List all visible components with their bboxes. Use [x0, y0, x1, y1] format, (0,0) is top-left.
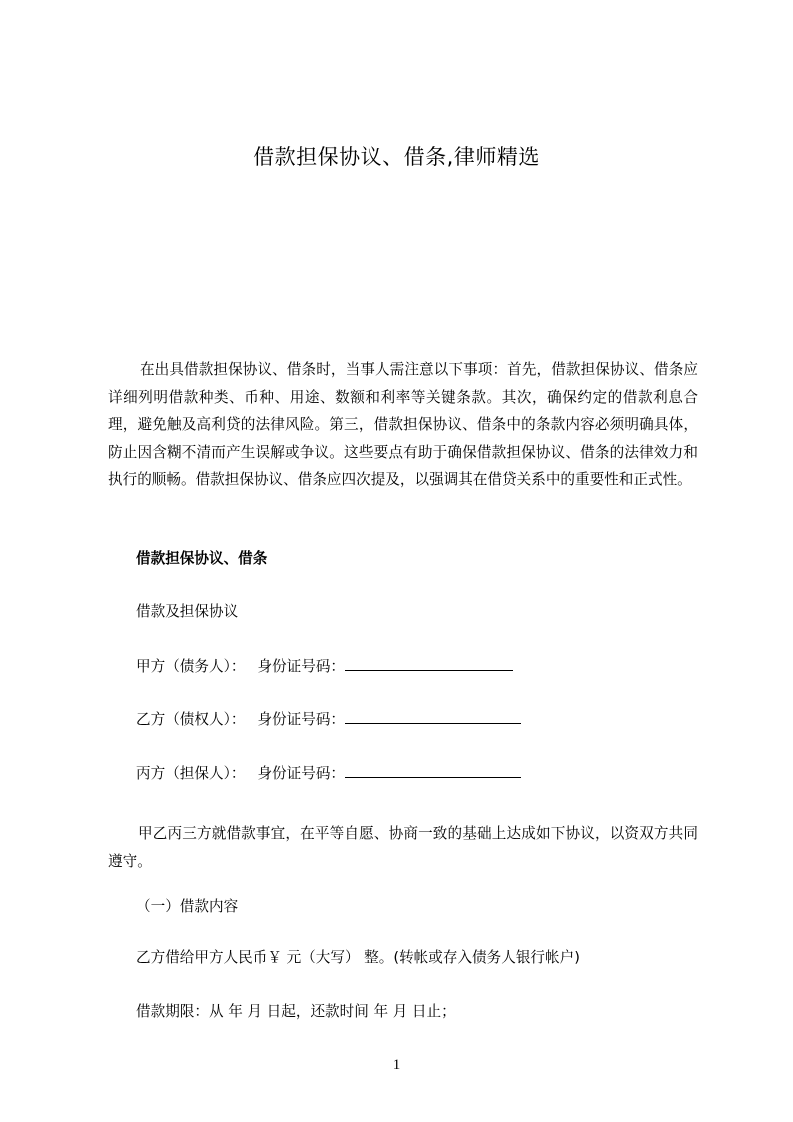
loan-amount-line: 乙方借给甲方人民币￥ 元（大写） 整。(转帐或存入债务人银行帐户) — [136, 949, 580, 966]
party-c-line — [136, 762, 521, 785]
party-c-id-label: 身份证号码： — [257, 765, 346, 782]
party-b-id-blank[interactable] — [345, 708, 521, 724]
loan-term-line: 借款期限：从 年 月 日起，还款时间 年 月 日止； — [136, 1003, 456, 1020]
party-b-line — [136, 708, 521, 731]
party-a-id-blank[interactable] — [345, 655, 513, 671]
party-b-id-label: 身份证号码： — [257, 711, 346, 728]
page-number: 1 — [392, 1057, 401, 1073]
agreement-title: 借款及担保协议 — [136, 603, 239, 620]
intro-paragraph: 在出具借款担保协议、借条时，当事人需注意以下事项：首先，借款担保协议、借条应详细列明借款种类、币种、用途、数额和利率等关键条款。其次，确保约定的借款利息合理，避免触及高利贷的法律风险。第三，借款担保协议、借条中的条款内容必须明确具体，防止因含糊不清而产生误解或争议。这些要点有助于确保借款担保协议、借条的法律效力和执行的顺畅。借款担保协议、借条应四次提及，以强调其在借贷关系中的重要性和正式性。 — [108, 361, 698, 489]
party-c-id-blank[interactable] — [345, 762, 521, 778]
section-heading: 借款担保协议、借条 — [136, 550, 268, 567]
document-title: 借款担保协议、借条,律师精选 — [253, 145, 540, 169]
party-a-role: 甲方（债务人）： — [136, 658, 246, 675]
clause-heading: （一）借款内容 — [136, 898, 239, 915]
agreement-paragraph: 甲乙丙三方就借款事宜，在平等自愿、协商一致的基础上达成如下协议，以资双方共同遵守。 — [108, 825, 698, 870]
party-a-id-label: 身份证号码： — [257, 658, 346, 675]
party-c-role: 丙方（担保人）： — [136, 765, 246, 782]
party-a-line — [136, 655, 513, 678]
party-b-role: 乙方（债权人）： — [136, 711, 246, 728]
